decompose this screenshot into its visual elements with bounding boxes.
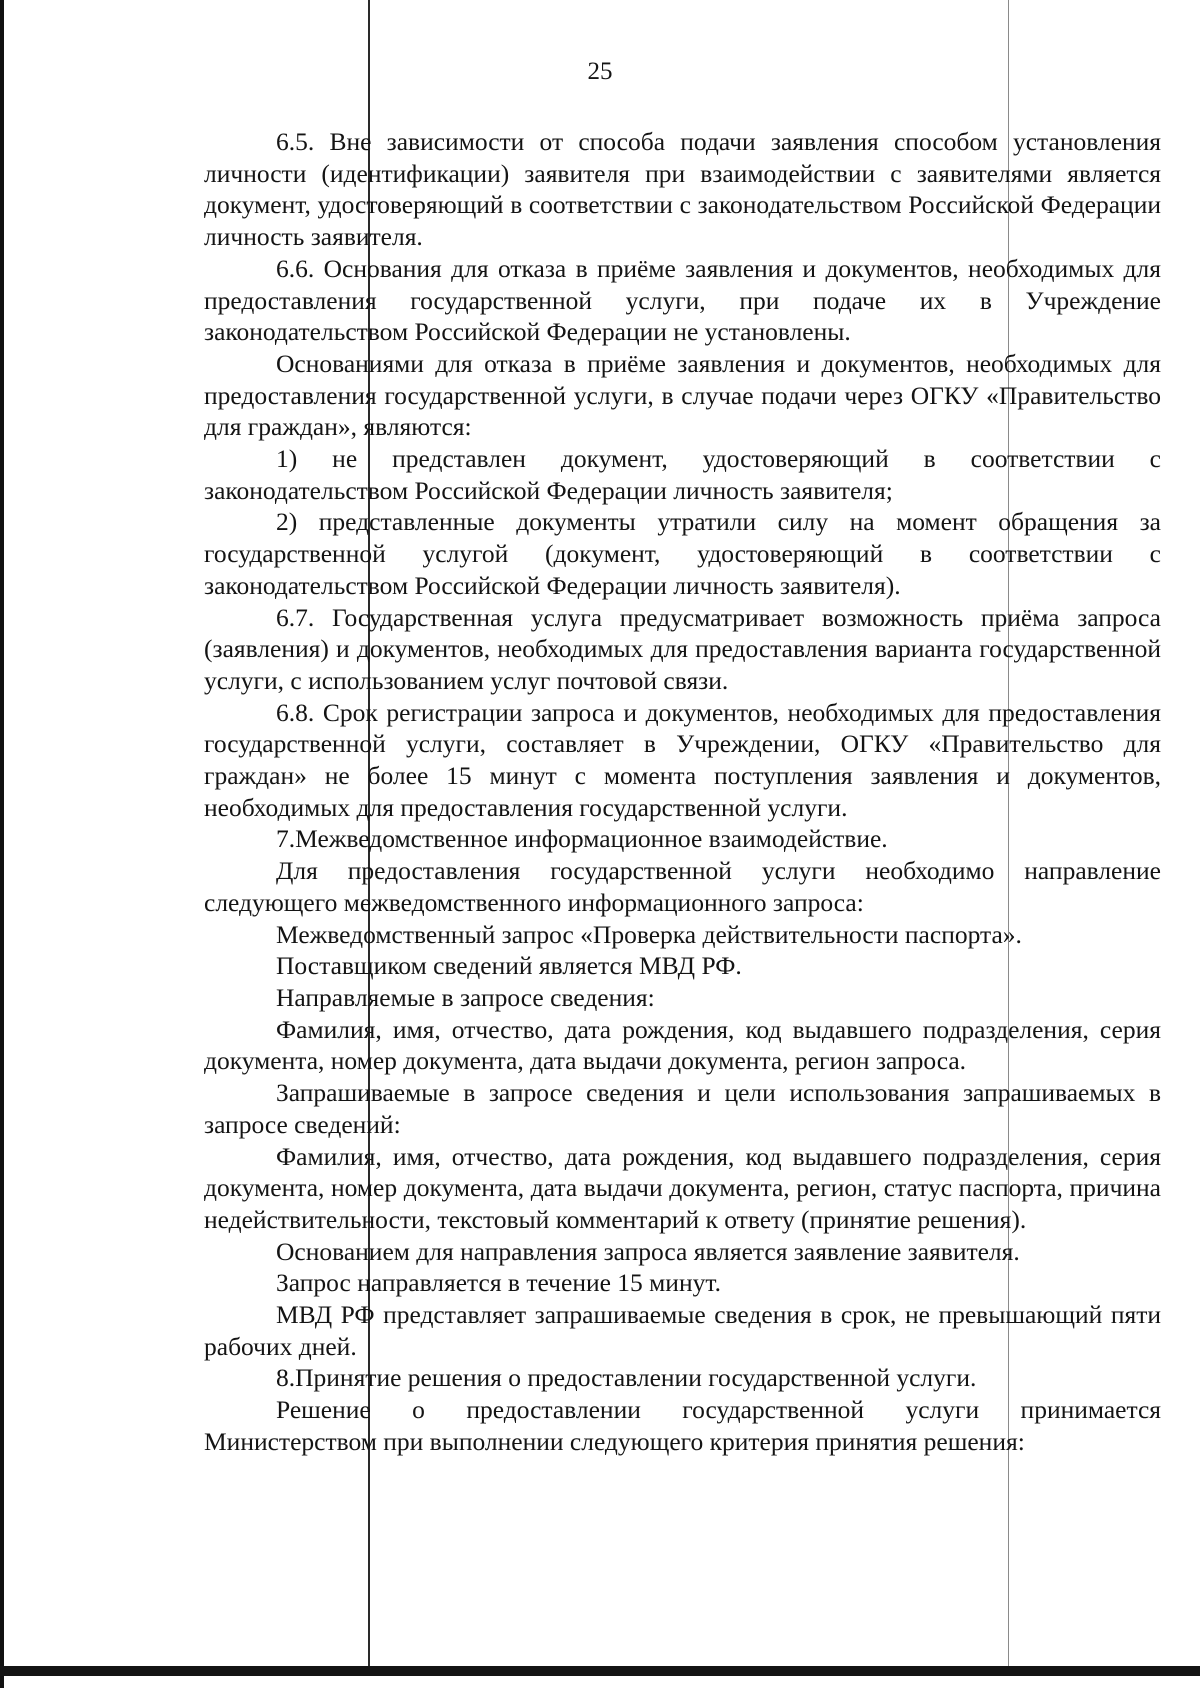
paragraph-request-needed: Для предоставления государственной услуги необходимо направление следующего межведомственного информационного запроса: [204, 856, 1161, 917]
paragraph-decision: Решение о предоставлении государственной услуги принимается Министерством при выполнении следующего критерия принятия решения: [204, 1395, 1161, 1456]
document-body [204, 126, 1161, 1458]
paragraph-sent-data: Фамилия, имя, отчество, дата рождения, код выдавшего подразделения, серия документа, номер документа, дата выдачи документа, регион запроса. [204, 1014, 1161, 1076]
page-number: 25 [587, 58, 613, 85]
paragraph-requested-data: Фамилия, имя, отчество, дата рождения, код выдавшего подразделения, серия документа, номер документа, дата выдачи документа, регион, статус паспорта, причина недействительности, текстовый комментарий к ответу (принятие решения). [204, 1141, 1161, 1234]
list-item-1: 1) не представлен документ, удостоверяющий в соответствии с законодательством Российской Федерации личность заявителя; [204, 444, 1161, 505]
paragraph-request-basis: Основанием для направления запроса является заявление заявителя. [276, 1236, 1020, 1266]
list-item-2: 2) представленные документы утратили силу на момент обращения за государственной услугой (документ, удостоверяющий в соответствии с законодательством Российской Федерации личность заявителя). [204, 507, 1161, 600]
section-8-heading: 8.Принятие решения о предоставлении государственной услуги. [276, 1363, 977, 1393]
paragraph-sent-data-heading: Направляемые в запросе сведения: [276, 982, 655, 1012]
scan-edge-left [0, 0, 4, 1688]
paragraph-refusal-grounds: Основаниями для отказа в приёме заявления и документов, необходимых для предоставления государственной услуги, в случае подачи через ОГКУ «Правительство для граждан», являются: [204, 348, 1161, 442]
paragraph-6-7: 6.7. Государственная услуга предусматривает возможность приёма запроса (заявления) и документов, необходимых для предоставления варианта государственной услуги, с использованием услуг почтовой связи. [204, 602, 1161, 695]
paragraph-6-5: 6.5. Вне зависимости от способа подачи заявления способом установления личности (идентификации) заявителя при взаимодействии с заявителями является документ, удостоверяющий в соответствии с законодательством Российской Федерации личность заявителя. [204, 127, 1161, 252]
paragraph-request-name: Межведомственный запрос «Проверка действительности паспорта». [276, 919, 1022, 949]
paragraph-6-8: 6.8. Срок регистрации запроса и документов, необходимых для предоставления государственной услуги, составляет в Учреждении, ОГКУ «Правительство для граждан» не более 15 минут с момента поступления заявления и документов, необходимых для предоставления государственной услуги. [204, 697, 1161, 822]
paragraph-response-timing: МВД РФ представляет запрашиваемые сведения в срок, не превышающий пяти рабочих дней. [204, 1300, 1161, 1361]
paragraph-request-timing: Запрос направляется в течение 15 минут. [276, 1268, 721, 1298]
paragraph-provider: Поставщиком сведений является МВД РФ. [276, 951, 742, 981]
scan-edge-bottom [0, 1666, 1200, 1676]
paragraph-6-6: 6.6. Основания для отказа в приёме заявления и документов, необходимых для предоставления государственной услуги, при подаче их в Учреждение законодательством Российской Федерации не установлены. [204, 253, 1161, 347]
paragraph-requested-data-heading: Запрашиваемые в запросе сведения и цели использования запрашиваемых в запросе сведений: [204, 1078, 1161, 1139]
section-7-heading: 7.Межведомственное информационное взаимодействие. [276, 824, 888, 854]
